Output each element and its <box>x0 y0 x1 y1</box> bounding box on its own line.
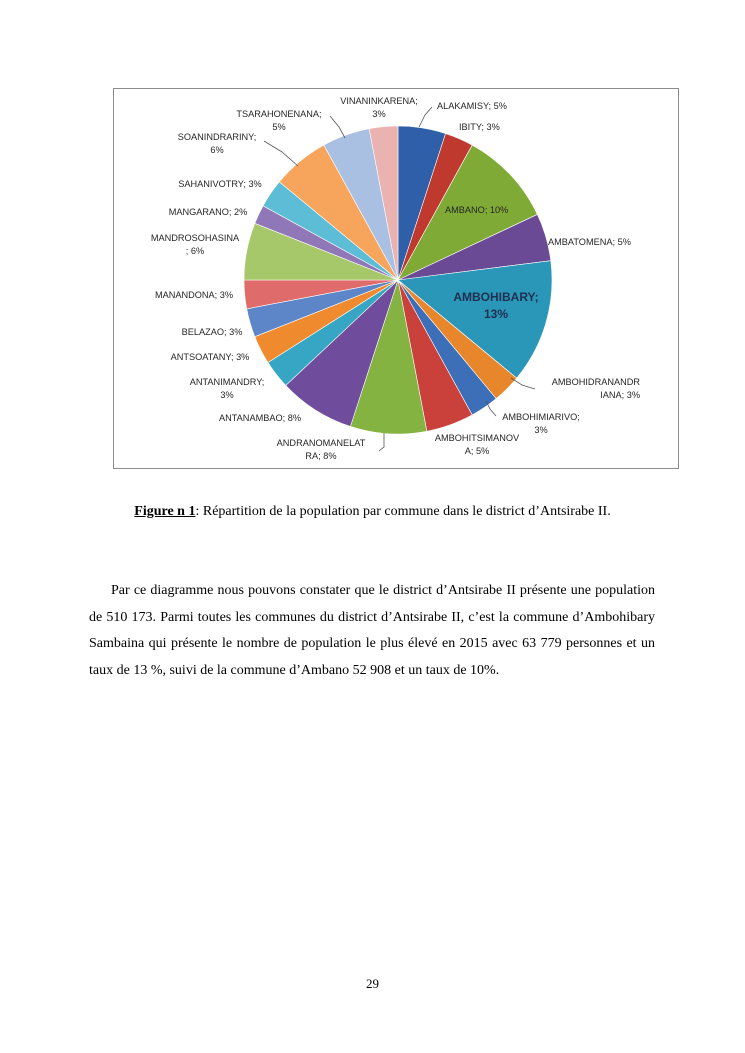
slice-label-ambohitsimanova: AMBOHITSIMANOV A; 5% <box>434 433 520 456</box>
slice-label-tsarahonenana: TSARAHONENANA; 5% <box>236 109 322 132</box>
leader-line-ambohimiarivo <box>486 401 496 416</box>
slice-label-belazao: BELAZAO; 3% <box>181 327 243 337</box>
slice-label-ambatomena: AMBATOMENA; 5% <box>548 237 631 247</box>
slice-label-ambano: AMBANO; 10% <box>445 205 509 215</box>
slice-label-antanimandry: ANTANIMANDRY; 3% <box>189 377 265 400</box>
slice-label-andranomanelatra: ANDRANOMANELAT RA; 8% <box>276 438 366 461</box>
figure-caption-text: : Répartition de la population par commune dans le district d’Antsirabe II. <box>195 504 611 519</box>
slice-label-alakamisy: ALAKAMISY; 5% <box>437 101 507 111</box>
pie-chart-frame <box>113 88 679 469</box>
slice-label-sahanivotry: SAHANIVOTRY; 3% <box>178 179 262 189</box>
leader-line-andranomanelatra <box>379 433 384 451</box>
slice-label-vinaninkarena: VINANINKARENA; 3% <box>340 96 418 119</box>
slice-label-ambohidranandriana: AMBOHIDRANANDR IANA; 3% <box>551 377 640 400</box>
slice-label-antanambao: ANTANAMBAO; 8% <box>218 413 302 423</box>
slice-label-soanindrariny: SOANINDRARINY; 6% <box>177 132 257 155</box>
slice-label-ibity: IBITY; 3% <box>459 122 500 132</box>
slice-label-ambohimiarivo: AMBOHIMIARIVO; 3% <box>502 412 580 435</box>
leader-line-tsarahonenana <box>330 116 345 138</box>
body-paragraph: Par ce diagramme nous pouvons constater que le district d’Antsirabe II présente une population de 510 173. Parmi toutes les communes du district d’Antsirabe II, c’est la commune d’Ambohibary Sambaina qui présente le nombre de population le plus élevé en 2015 avec 63 779 personnes et un taux de 13 %, suivi de la commune d’Ambano 52 908 et un taux de 10%. <box>89 583 655 678</box>
slice-label-manandona: MANANDONA; 3% <box>154 290 234 300</box>
leader-line-alakamisy <box>419 107 432 127</box>
figure-label: Figure n 1 <box>134 504 196 519</box>
figure-caption <box>0 504 745 520</box>
slice-label-antsoatany: ANTSOATANY; 3% <box>170 352 250 362</box>
slice-label-mandrosohasina: MANDROSOHASINA ; 6% <box>150 233 240 256</box>
pie-chart <box>114 89 680 470</box>
slice-label-mangarano: MANGARANO; 2% <box>168 207 248 217</box>
slice-label-ambohibary: AMBOHIBARY; 13% <box>453 290 539 321</box>
page-number: 29 <box>366 976 379 991</box>
leader-line-soanindrariny <box>264 141 298 166</box>
